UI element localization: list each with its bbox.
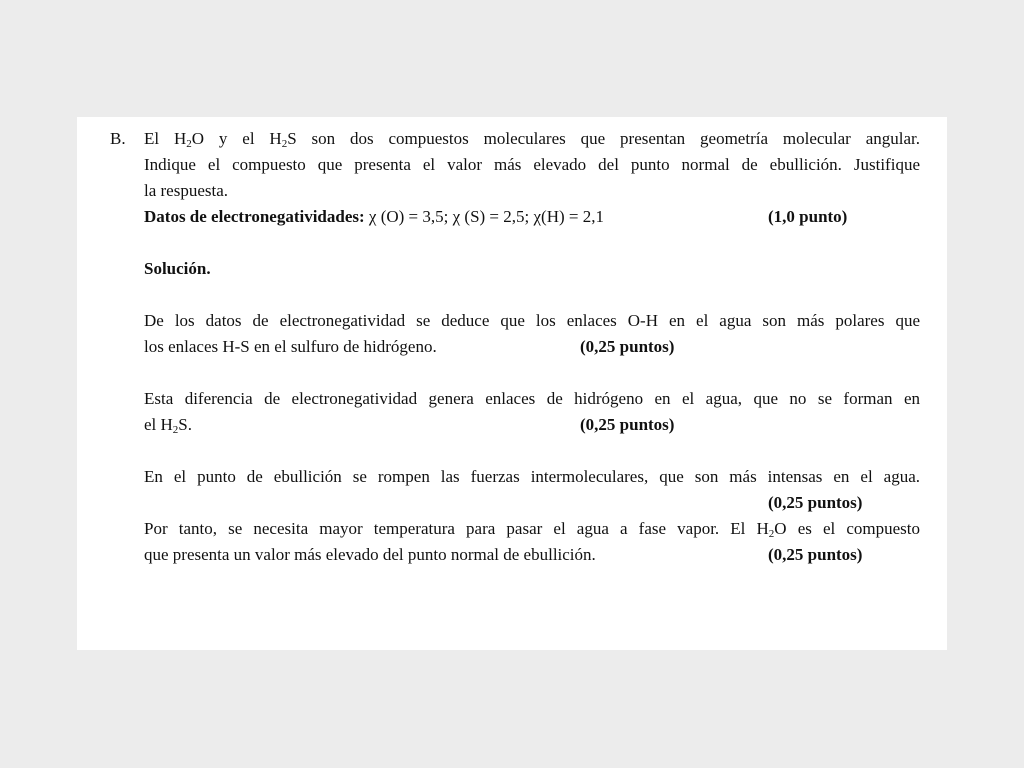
question-line-2: Indique el compuesto que presenta el valor más elevado del punto normal de ebullición. Justifique (144, 155, 920, 174)
text-run: el H (144, 415, 173, 434)
solution-p4-line-1 (144, 517, 920, 541)
solution-p2-line-1: Esta diferencia de electronegatividad genera enlaces de hidrógeno en el agua, que no se forman en (144, 389, 920, 408)
text-run: O es el compuesto (774, 519, 921, 538)
question-line-3: la respuesta. (144, 181, 229, 200)
subscript: 2 (768, 528, 775, 540)
solution-p3-line-1: En el punto de ebullición se rompen las fuerzas intermoleculares, que son más intensas en el agua. (144, 467, 920, 486)
solution-p1-points: (0,25 puntos) (580, 337, 675, 356)
solution-p4-line-2: que presenta un valor más elevado del punto normal de ebullición. (144, 545, 596, 564)
question-line-1 (144, 127, 920, 151)
data-values: χ (O) = 3,5; χ (S) = 2,5; χ(H) = 2,1 (368, 207, 604, 226)
subscript: 2 (172, 424, 179, 436)
subscript: 2 (186, 138, 192, 150)
data-label: Datos de electronegatividades: (144, 207, 365, 226)
solution-p1-line-1: De los datos de electronegatividad se deduce que los enlaces O-H en el agua son más polares que (144, 311, 920, 330)
solution-p1-line-2: los enlaces H-S en el sulfuro de hidrógeno. (144, 337, 437, 356)
subscript: 2 (281, 138, 288, 150)
solution-p3-points: (0,25 puntos) (768, 493, 863, 512)
text-run: El H (144, 129, 187, 148)
text-run: O y el H (191, 129, 282, 148)
text-run: S son dos compuestos moleculares que presentan geometría molecular angular. (287, 129, 920, 148)
question-points: (1,0 punto) (768, 207, 848, 226)
question-marker: B. (110, 129, 126, 148)
text-run: Por tanto, se necesita mayor temperatura para pasar el agua a fase vapor. El H (144, 519, 769, 538)
solution-p2-line-2 (144, 413, 192, 437)
document-page (77, 117, 947, 650)
electronegativity-data (144, 205, 604, 229)
solution-heading: Solución. (144, 259, 211, 278)
solution-p4-points: (0,25 puntos) (768, 545, 863, 564)
solution-p2-points: (0,25 puntos) (580, 415, 675, 434)
text-run: S. (178, 415, 193, 434)
